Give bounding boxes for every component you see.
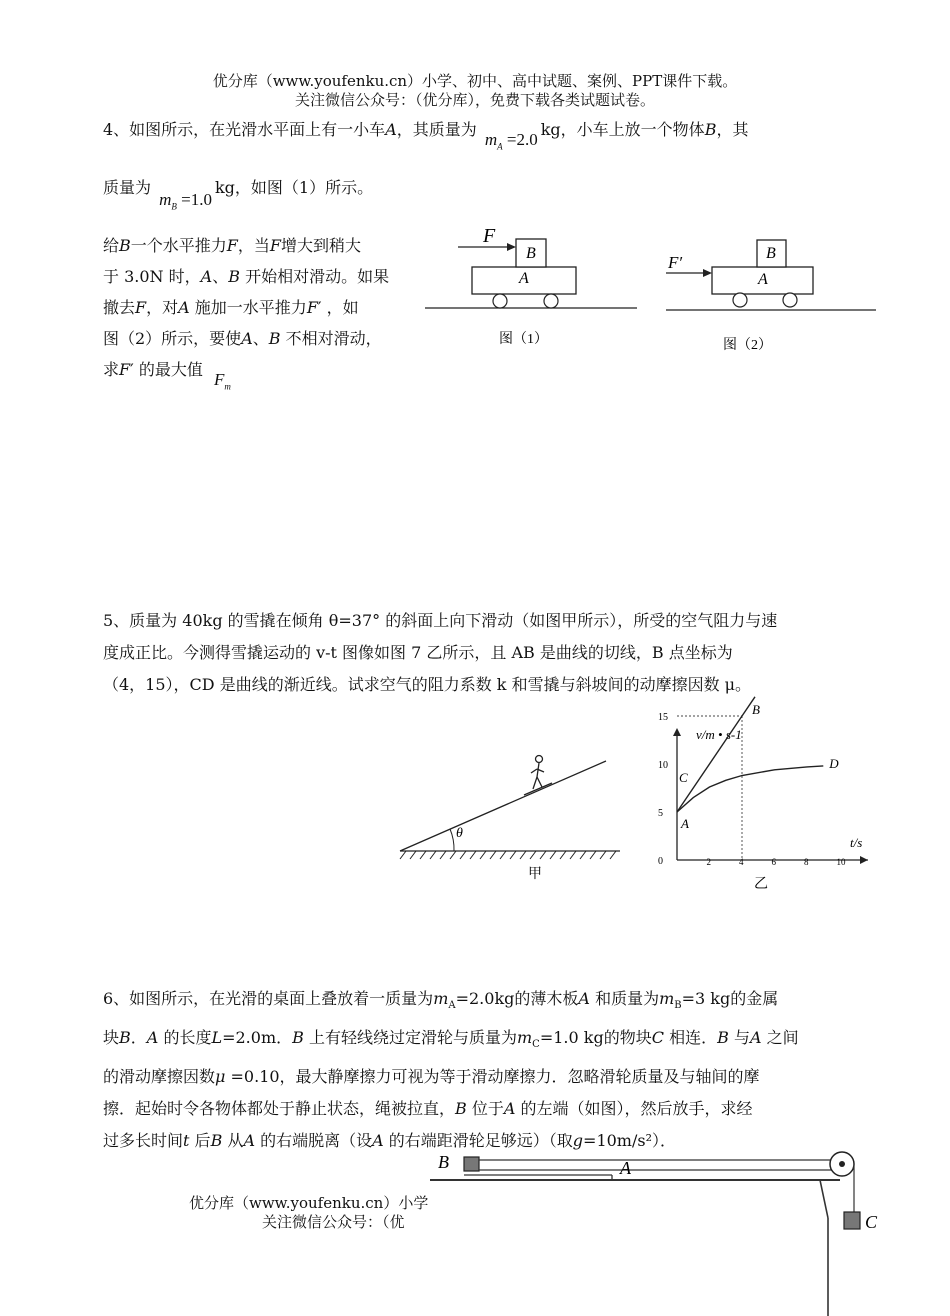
x-tick-label: 8 xyxy=(804,857,809,867)
y-tick-label: 15 xyxy=(658,712,668,723)
y-tick-label: 10 xyxy=(658,760,668,771)
wheel xyxy=(544,294,558,308)
figure-1-caption: 图（1） xyxy=(499,332,548,347)
force-arrow-icon xyxy=(507,243,516,251)
q4-mass-a-formula: $m_A =2.0$ xyxy=(484,130,538,152)
y-tick-label: 5 xyxy=(658,808,663,819)
header-line-1: 优分库（www.youfenku.cn）小学、初中、高中试题、案例、PPT课件下载。 xyxy=(212,72,738,90)
point-label-b: B xyxy=(752,702,760,717)
q6-pulley-figure xyxy=(430,1148,890,1316)
point-label-c: C xyxy=(679,770,688,785)
angle-label: θ xyxy=(456,826,463,841)
label-a: A xyxy=(620,1158,631,1178)
x-tick-label: 2 xyxy=(706,857,711,867)
wheel xyxy=(733,293,747,307)
wheel xyxy=(493,294,507,308)
x-tick-label: 6 xyxy=(771,857,776,867)
q6-text: 6、如图所示，在光滑的桌面上叠放着一质量为$m_A=2.0kg$的薄木板A 和质量为$m_B=3$ kg的金属 块B．A 的长度L=2.0m．B 上有轻线绕过定滑轮与质量为$m_C=1.0$ kg的物块C 相连．B 与A 之间 的滑动摩擦因数μ =0.10，最大静摩擦力可视为等于滑动摩擦力．忽略滑轮质量及与轴间的摩 擦．起始时令各物体都处于静止状态，绳被拉直，B 位于A 的左端（如图），然后放手，求经 过多长时间t 后B 从A 的右端脱离（设A 的右端距滑轮足够远）（取g=10m/s²）． xyxy=(103,989,799,1151)
header-line-2: 关注微信公众号：（优分库），免费下载各类试题试卷。 xyxy=(294,91,655,109)
q4-paragraph: 给B一个水平推力F，当F增大到稍大 于 3.0N 时，A、B 开始相对滑动。如果 撤去F，对A 施加一水平推力F′ ，如 图（2）所示，要使A、B 不相对滑动， 求F′ 的最大值 $F_m$ xyxy=(103,236,390,392)
series-ab-tangent xyxy=(677,697,755,812)
block-c xyxy=(844,1212,860,1229)
incline-caption: 甲 xyxy=(528,867,542,882)
q4-line-2: 质量为 $m_B =1.0kg$，如图（1）所示。 xyxy=(103,178,374,212)
chart-caption: 乙 xyxy=(754,877,768,892)
label-c: C xyxy=(865,1212,878,1232)
label-b: B xyxy=(438,1152,449,1172)
label-a: A xyxy=(519,270,529,287)
q5-text: 5、质量为 40kg 的雪撬在倾角 θ=37° 的斜面上向下滑动（如图甲所示），所受的空气阻力与速 度成正比。今测得雪撬运动的 v-t 图像如图 7 乙所示，且 AB 是曲线的切线，B 点坐标为 （4，15），CD 是曲线的渐近线。试求空气的阻力系数 k 和雪撬与斜坡间的动摩擦因数 μ。 xyxy=(103,611,778,694)
force-label: F′ xyxy=(668,253,683,272)
q4-line-1: 4、如图所示，在光滑水平面上有一小车A，其质量为 $m_A =2.0kg$，小车上放一个物体B，其 xyxy=(103,120,749,152)
skier-icon xyxy=(524,756,552,796)
x-axis-label: t/s xyxy=(850,835,863,850)
force-arrow-icon xyxy=(703,269,712,277)
x-axis-arrow-icon xyxy=(860,856,868,864)
force-label: F xyxy=(483,225,496,247)
q4-mass-b-formula: $m_B =1.0$ xyxy=(159,190,212,212)
block-b xyxy=(464,1157,479,1171)
label-a: A xyxy=(758,271,768,288)
x-tick-label: 10 xyxy=(836,857,846,867)
series-v-t-curve xyxy=(677,766,823,812)
y-axis-arrow-icon xyxy=(673,728,681,736)
footer-line-1: 优分库（www.youfenku.cn）小学 xyxy=(189,1194,429,1212)
point-label-a: A xyxy=(681,816,689,831)
y-tick-label: 0 xyxy=(658,856,663,867)
footer-line-2: 关注微信公众号：（优 xyxy=(262,1213,405,1231)
q5-incline-figure xyxy=(392,745,627,887)
q4-figure-1 xyxy=(425,222,640,352)
label-b: B xyxy=(526,245,536,262)
point-label-d: D xyxy=(829,756,839,771)
x-tick-label: 4 xyxy=(739,857,744,867)
q4-figure-2 xyxy=(660,232,882,362)
q4-fm-formula: $F_m$ xyxy=(213,370,231,392)
figure-2-caption: 图（2） xyxy=(723,338,772,353)
y-axis-label: v/m • s-1 xyxy=(696,727,742,742)
label-b: B xyxy=(766,245,776,262)
wheel xyxy=(783,293,797,307)
q5-vt-chart xyxy=(648,702,878,895)
